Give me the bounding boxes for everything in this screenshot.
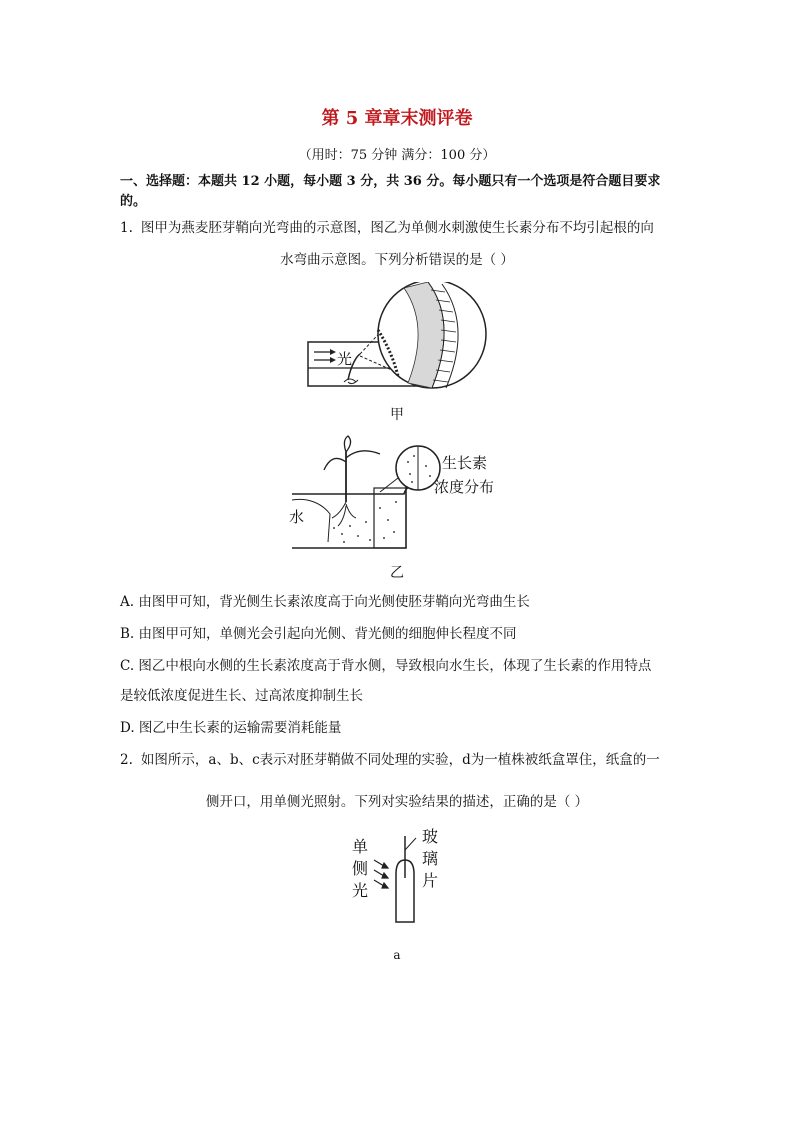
label-li: 璃 bbox=[422, 849, 439, 868]
figure-jia bbox=[300, 282, 495, 394]
label-ce: 侧 bbox=[352, 859, 369, 878]
question-text: 如图所示，a、b、c表示对胚芽鞘做不同处理的实验，d为一植株被纸盒罩住，纸盒的一 bbox=[140, 752, 660, 768]
caption-a: a bbox=[393, 948, 401, 962]
light-label: 光 bbox=[337, 350, 353, 368]
label-pian: 片 bbox=[422, 871, 439, 890]
question-number: 1. bbox=[120, 220, 133, 236]
label-guang: 光 bbox=[352, 881, 369, 900]
question-1-line2: 水弯曲示意图。下列分析错误的是（ ） bbox=[280, 252, 514, 268]
figure-yi bbox=[284, 432, 524, 554]
label-dan: 单 bbox=[352, 837, 369, 856]
water-label: 水 bbox=[289, 508, 305, 526]
option-c-continued: 是较低浓度促进生长、过高浓度抑制生长 bbox=[120, 688, 363, 704]
question-2-line1 bbox=[120, 750, 680, 770]
question-text: 图甲为燕麦胚芽鞘向光弯曲的示意图，图乙为单侧水刺激使生长素分布不均引起根的向 bbox=[140, 220, 654, 236]
label-bo: 玻 bbox=[422, 827, 439, 846]
question-2-line2: 侧开口，用单侧光照射。下列对实验结果的描述，正确的是（ ） bbox=[205, 794, 589, 810]
option-c: C. 图乙中根向水侧的生长素浓度高于背水侧，导致根向水生长，体现了生长素的作用特点 bbox=[120, 658, 652, 674]
caption-yi: 乙 bbox=[390, 565, 404, 581]
question-number: 2. bbox=[120, 752, 133, 768]
page-title: 第 5 章章末测评卷 bbox=[321, 108, 473, 129]
question-1-line1 bbox=[120, 218, 680, 238]
option-b: B. 由图甲可知，单侧光会引起向光侧、背光侧的细胞伸长程度不同 bbox=[120, 626, 517, 642]
section-heading: 一、选择题：本题共 12 小题，每小题 3 分，共 36 分。每小题只有一个选项是符合题目要求的。 bbox=[120, 174, 661, 209]
exam-meta: （用时：75 分钟 满分：100 分） bbox=[298, 148, 496, 163]
caption-jia: 甲 bbox=[390, 407, 404, 423]
auxin-label-2: 浓度分布 bbox=[434, 478, 495, 496]
auxin-label-1: 生长素 bbox=[442, 454, 488, 472]
option-a: A. 由图甲可知，背光侧生长素浓度高于向光侧使胚芽鞘向光弯曲生长 bbox=[120, 594, 530, 610]
figure-a bbox=[346, 822, 456, 930]
option-d: D. 图乙中生长素的运输需要消耗能量 bbox=[120, 720, 342, 736]
